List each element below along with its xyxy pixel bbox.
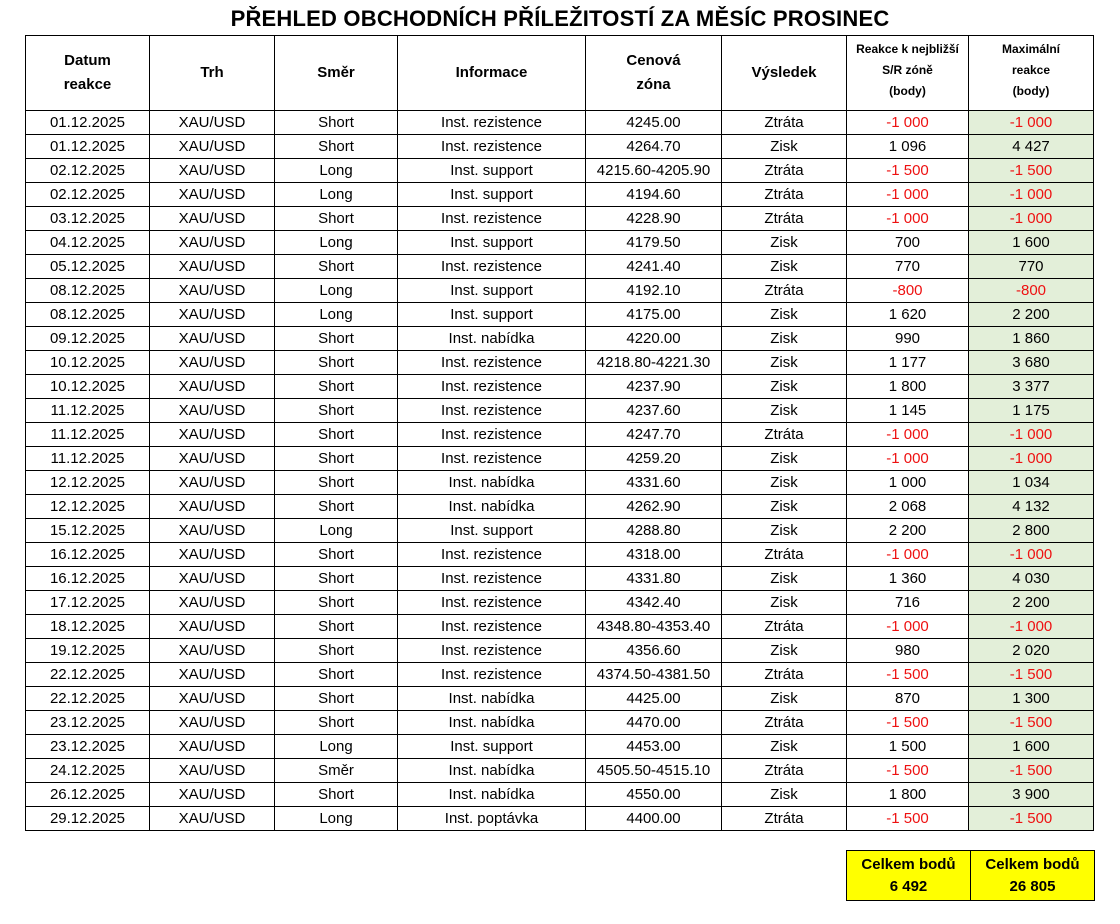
- table-row: [26, 687, 1094, 711]
- result-cell: Zisk: [722, 375, 847, 399]
- table-row: [26, 111, 1094, 135]
- header-informace: Informace: [398, 36, 586, 111]
- date-cell: 29.12.2025: [26, 807, 150, 831]
- info-cell: Inst. nabídka: [398, 759, 586, 783]
- info-cell: Inst. rezistence: [398, 639, 586, 663]
- info-cell: Inst. rezistence: [398, 399, 586, 423]
- table-row: [26, 543, 1094, 567]
- result-cell: Zisk: [722, 471, 847, 495]
- reaction-cell: 1 360: [847, 567, 969, 591]
- date-cell: 10.12.2025: [26, 375, 150, 399]
- result-cell: Zisk: [722, 351, 847, 375]
- direction-cell: Short: [275, 375, 398, 399]
- direction-cell: Short: [275, 471, 398, 495]
- max-reaction-cell: 3 900: [969, 783, 1094, 807]
- date-cell: 22.12.2025: [26, 687, 150, 711]
- info-cell: Inst. rezistence: [398, 351, 586, 375]
- result-cell: Ztráta: [722, 423, 847, 447]
- info-cell: Inst. rezistence: [398, 543, 586, 567]
- max-reaction-cell: -800: [969, 279, 1094, 303]
- price-zone-cell: 4192.10: [586, 279, 722, 303]
- price-zone-cell: 4505.50-4515.10: [586, 759, 722, 783]
- header-reakce: Reakce k nejbližší S/R zóně (body): [847, 36, 969, 111]
- info-cell: Inst. nabídka: [398, 327, 586, 351]
- market-cell: XAU/USD: [150, 399, 275, 423]
- max-reaction-cell: 4 427: [969, 135, 1094, 159]
- header-trh: Trh: [150, 36, 275, 111]
- table-row: [26, 375, 1094, 399]
- market-cell: XAU/USD: [150, 471, 275, 495]
- result-cell: Zisk: [722, 687, 847, 711]
- date-cell: 03.12.2025: [26, 207, 150, 231]
- total-value: 26 805: [1009, 877, 1056, 895]
- result-cell: Zisk: [722, 447, 847, 471]
- date-cell: 22.12.2025: [26, 663, 150, 687]
- date-cell: 24.12.2025: [26, 759, 150, 783]
- max-reaction-cell: 770: [969, 255, 1094, 279]
- market-cell: XAU/USD: [150, 135, 275, 159]
- max-reaction-cell: -1 000: [969, 207, 1094, 231]
- date-cell: 18.12.2025: [26, 615, 150, 639]
- max-reaction-cell: 1 600: [969, 735, 1094, 759]
- info-cell: Inst. rezistence: [398, 423, 586, 447]
- market-cell: XAU/USD: [150, 447, 275, 471]
- direction-cell: Short: [275, 327, 398, 351]
- market-cell: XAU/USD: [150, 303, 275, 327]
- max-reaction-cell: -1 000: [969, 543, 1094, 567]
- direction-cell: Long: [275, 279, 398, 303]
- total-label: Celkem bodů: [985, 855, 1080, 873]
- market-cell: XAU/USD: [150, 159, 275, 183]
- table-row: [26, 327, 1094, 351]
- direction-cell: Short: [275, 663, 398, 687]
- max-reaction-cell: 1 600: [969, 231, 1094, 255]
- price-zone-cell: 4374.50-4381.50: [586, 663, 722, 687]
- table-row: [26, 207, 1094, 231]
- result-cell: Ztráta: [722, 543, 847, 567]
- price-zone-cell: 4247.70: [586, 423, 722, 447]
- max-reaction-cell: 1 860: [969, 327, 1094, 351]
- table-row: [26, 423, 1094, 447]
- direction-cell: Short: [275, 399, 398, 423]
- info-cell: Inst. support: [398, 183, 586, 207]
- table-row: [26, 135, 1094, 159]
- market-cell: XAU/USD: [150, 231, 275, 255]
- info-cell: Inst. support: [398, 303, 586, 327]
- reaction-cell: 1 177: [847, 351, 969, 375]
- table-row: [26, 447, 1094, 471]
- date-cell: 19.12.2025: [26, 639, 150, 663]
- table-row: [26, 735, 1094, 759]
- reaction-cell: -1 000: [847, 111, 969, 135]
- direction-cell: Short: [275, 711, 398, 735]
- max-reaction-cell: -1 500: [969, 663, 1094, 687]
- price-zone-cell: 4175.00: [586, 303, 722, 327]
- direction-cell: Long: [275, 735, 398, 759]
- table-row: [26, 615, 1094, 639]
- reaction-cell: -1 500: [847, 807, 969, 831]
- price-zone-cell: 4179.50: [586, 231, 722, 255]
- price-zone-cell: 4218.80-4221.30: [586, 351, 722, 375]
- max-reaction-cell: 3 377: [969, 375, 1094, 399]
- table-row: [26, 255, 1094, 279]
- header-cenova-zona: Cenová zóna: [586, 36, 722, 111]
- max-reaction-cell: 2 020: [969, 639, 1094, 663]
- reaction-cell: 1 000: [847, 471, 969, 495]
- table-row: [26, 519, 1094, 543]
- date-cell: 12.12.2025: [26, 471, 150, 495]
- result-cell: Zisk: [722, 519, 847, 543]
- price-zone-cell: 4194.60: [586, 183, 722, 207]
- table-row: [26, 303, 1094, 327]
- market-cell: XAU/USD: [150, 591, 275, 615]
- direction-cell: Short: [275, 447, 398, 471]
- price-zone-cell: 4425.00: [586, 687, 722, 711]
- market-cell: XAU/USD: [150, 759, 275, 783]
- price-zone-cell: 4245.00: [586, 111, 722, 135]
- date-cell: 15.12.2025: [26, 519, 150, 543]
- direction-cell: Long: [275, 807, 398, 831]
- reaction-cell: 870: [847, 687, 969, 711]
- info-cell: Inst. nabídka: [398, 495, 586, 519]
- direction-cell: Short: [275, 591, 398, 615]
- opportunities-table: [25, 35, 1094, 831]
- direction-cell: Long: [275, 519, 398, 543]
- result-cell: Zisk: [722, 135, 847, 159]
- max-reaction-cell: 2 200: [969, 591, 1094, 615]
- price-zone-cell: 4318.00: [586, 543, 722, 567]
- page-title: PŘEHLED OBCHODNÍCH PŘÍLEŽITOSTÍ ZA MĚSÍC PROSINEC: [230, 6, 890, 31]
- result-cell: Ztráta: [722, 615, 847, 639]
- table-row: [26, 399, 1094, 423]
- market-cell: XAU/USD: [150, 567, 275, 591]
- info-cell: Inst. rezistence: [398, 111, 586, 135]
- result-cell: Zisk: [722, 735, 847, 759]
- result-cell: Ztráta: [722, 111, 847, 135]
- market-cell: XAU/USD: [150, 783, 275, 807]
- direction-cell: Short: [275, 543, 398, 567]
- reaction-cell: -1 000: [847, 543, 969, 567]
- info-cell: Inst. support: [398, 279, 586, 303]
- date-cell: 02.12.2025: [26, 183, 150, 207]
- header-datum: Datum reakce: [26, 36, 150, 111]
- result-cell: Zisk: [722, 327, 847, 351]
- result-cell: Zisk: [722, 399, 847, 423]
- market-cell: XAU/USD: [150, 351, 275, 375]
- market-cell: XAU/USD: [150, 207, 275, 231]
- price-zone-cell: 4331.80: [586, 567, 722, 591]
- info-cell: Inst. rezistence: [398, 255, 586, 279]
- table-row: [26, 231, 1094, 255]
- max-reaction-cell: -1 500: [969, 807, 1094, 831]
- reaction-cell: 1 145: [847, 399, 969, 423]
- info-cell: Inst. nabídka: [398, 711, 586, 735]
- table-row: [26, 759, 1094, 783]
- max-reaction-cell: -1 000: [969, 111, 1094, 135]
- max-reaction-cell: 1 175: [969, 399, 1094, 423]
- total-label: Celkem bodů: [861, 855, 956, 873]
- result-cell: Zisk: [722, 303, 847, 327]
- info-cell: Inst. nabídka: [398, 687, 586, 711]
- reaction-cell: -800: [847, 279, 969, 303]
- header-vysledek: Výsledek: [722, 36, 847, 111]
- info-cell: Inst. support: [398, 159, 586, 183]
- market-cell: XAU/USD: [150, 807, 275, 831]
- result-cell: Zisk: [722, 591, 847, 615]
- date-cell: 23.12.2025: [26, 711, 150, 735]
- table-row: [26, 783, 1094, 807]
- market-cell: XAU/USD: [150, 711, 275, 735]
- price-zone-cell: 4215.60-4205.90: [586, 159, 722, 183]
- max-reaction-cell: 1 300: [969, 687, 1094, 711]
- info-cell: Inst. nabídka: [398, 783, 586, 807]
- date-cell: 08.12.2025: [26, 279, 150, 303]
- result-cell: Ztráta: [722, 663, 847, 687]
- price-zone-cell: 4288.80: [586, 519, 722, 543]
- direction-cell: Long: [275, 231, 398, 255]
- market-cell: XAU/USD: [150, 279, 275, 303]
- date-cell: 10.12.2025: [26, 351, 150, 375]
- info-cell: Inst. rezistence: [398, 615, 586, 639]
- table-row: [26, 711, 1094, 735]
- direction-cell: Short: [275, 135, 398, 159]
- direction-cell: Short: [275, 783, 398, 807]
- date-cell: 01.12.2025: [26, 135, 150, 159]
- market-cell: XAU/USD: [150, 687, 275, 711]
- total-value: 6 492: [889, 877, 928, 895]
- info-cell: Inst. support: [398, 519, 586, 543]
- price-zone-cell: 4356.60: [586, 639, 722, 663]
- market-cell: XAU/USD: [150, 615, 275, 639]
- table-row: [26, 567, 1094, 591]
- market-cell: XAU/USD: [150, 543, 275, 567]
- date-cell: 11.12.2025: [26, 399, 150, 423]
- date-cell: 16.12.2025: [26, 543, 150, 567]
- price-zone-cell: 4470.00: [586, 711, 722, 735]
- max-reaction-cell: 1 034: [969, 471, 1094, 495]
- total-max-cell: [971, 851, 1095, 901]
- header-smer: Směr: [275, 36, 398, 111]
- date-cell: 02.12.2025: [26, 159, 150, 183]
- info-cell: Inst. rezistence: [398, 567, 586, 591]
- date-cell: 23.12.2025: [26, 735, 150, 759]
- result-cell: Zisk: [722, 639, 847, 663]
- result-cell: Ztráta: [722, 807, 847, 831]
- price-zone-cell: 4259.20: [586, 447, 722, 471]
- date-cell: 17.12.2025: [26, 591, 150, 615]
- result-cell: Zisk: [722, 495, 847, 519]
- info-cell: Inst. rezistence: [398, 447, 586, 471]
- price-zone-cell: 4264.70: [586, 135, 722, 159]
- info-cell: Inst. rezistence: [398, 207, 586, 231]
- info-cell: Inst. rezistence: [398, 591, 586, 615]
- result-cell: Ztráta: [722, 279, 847, 303]
- reaction-cell: -1 000: [847, 207, 969, 231]
- price-zone-cell: 4550.00: [586, 783, 722, 807]
- reaction-cell: -1 000: [847, 423, 969, 447]
- info-cell: Inst. rezistence: [398, 663, 586, 687]
- reaction-cell: 1 800: [847, 783, 969, 807]
- reaction-cell: 1 620: [847, 303, 969, 327]
- market-cell: XAU/USD: [150, 639, 275, 663]
- market-cell: XAU/USD: [150, 495, 275, 519]
- direction-cell: Short: [275, 495, 398, 519]
- table-header-row: [26, 36, 1094, 111]
- date-cell: 08.12.2025: [26, 303, 150, 327]
- date-cell: 26.12.2025: [26, 783, 150, 807]
- reaction-cell: 716: [847, 591, 969, 615]
- reaction-cell: -1 500: [847, 159, 969, 183]
- price-zone-cell: 4228.90: [586, 207, 722, 231]
- max-reaction-cell: -1 000: [969, 423, 1094, 447]
- result-cell: Zisk: [722, 567, 847, 591]
- table-row: [26, 279, 1094, 303]
- price-zone-cell: 4220.00: [586, 327, 722, 351]
- direction-cell: Short: [275, 423, 398, 447]
- table-row: [26, 639, 1094, 663]
- header-max-reakce: Maximální reakce (body): [969, 36, 1094, 111]
- result-cell: Ztráta: [722, 159, 847, 183]
- reaction-cell: 2 068: [847, 495, 969, 519]
- date-cell: 12.12.2025: [26, 495, 150, 519]
- reaction-cell: 1 096: [847, 135, 969, 159]
- direction-cell: Směr: [275, 759, 398, 783]
- direction-cell: Short: [275, 255, 398, 279]
- market-cell: XAU/USD: [150, 255, 275, 279]
- price-zone-cell: 4342.40: [586, 591, 722, 615]
- max-reaction-cell: -1 000: [969, 447, 1094, 471]
- total-reakce-cell: [847, 851, 971, 901]
- direction-cell: Short: [275, 207, 398, 231]
- reaction-cell: -1 500: [847, 663, 969, 687]
- direction-cell: Long: [275, 159, 398, 183]
- max-reaction-cell: -1 000: [969, 183, 1094, 207]
- reaction-cell: -1 500: [847, 711, 969, 735]
- price-zone-cell: 4348.80-4353.40: [586, 615, 722, 639]
- table-row: [26, 183, 1094, 207]
- reaction-cell: 700: [847, 231, 969, 255]
- reaction-cell: 1 500: [847, 735, 969, 759]
- info-cell: Inst. poptávka: [398, 807, 586, 831]
- result-cell: Zisk: [722, 783, 847, 807]
- totals-table: [846, 850, 1095, 901]
- direction-cell: Short: [275, 615, 398, 639]
- date-cell: 11.12.2025: [26, 423, 150, 447]
- max-reaction-cell: 2 200: [969, 303, 1094, 327]
- max-reaction-cell: -1 500: [969, 711, 1094, 735]
- max-reaction-cell: -1 500: [969, 759, 1094, 783]
- date-cell: 11.12.2025: [26, 447, 150, 471]
- result-cell: Zisk: [722, 255, 847, 279]
- table-row: [26, 495, 1094, 519]
- reaction-cell: 770: [847, 255, 969, 279]
- price-zone-cell: 4453.00: [586, 735, 722, 759]
- price-zone-cell: 4262.90: [586, 495, 722, 519]
- table-row: [26, 159, 1094, 183]
- reaction-cell: -1 000: [847, 183, 969, 207]
- market-cell: XAU/USD: [150, 327, 275, 351]
- reaction-cell: 980: [847, 639, 969, 663]
- info-cell: Inst. nabídka: [398, 471, 586, 495]
- date-cell: 16.12.2025: [26, 567, 150, 591]
- result-cell: Ztráta: [722, 183, 847, 207]
- reaction-cell: -1 000: [847, 447, 969, 471]
- price-zone-cell: 4237.60: [586, 399, 722, 423]
- date-cell: 09.12.2025: [26, 327, 150, 351]
- price-zone-cell: 4237.90: [586, 375, 722, 399]
- result-cell: Ztráta: [722, 759, 847, 783]
- market-cell: XAU/USD: [150, 735, 275, 759]
- date-cell: 01.12.2025: [26, 111, 150, 135]
- market-cell: XAU/USD: [150, 111, 275, 135]
- info-cell: Inst. rezistence: [398, 135, 586, 159]
- market-cell: XAU/USD: [150, 519, 275, 543]
- price-zone-cell: 4241.40: [586, 255, 722, 279]
- reaction-cell: 2 200: [847, 519, 969, 543]
- market-cell: XAU/USD: [150, 663, 275, 687]
- reaction-cell: -1 000: [847, 615, 969, 639]
- direction-cell: Short: [275, 351, 398, 375]
- table-row: [26, 663, 1094, 687]
- result-cell: Ztráta: [722, 207, 847, 231]
- market-cell: XAU/USD: [150, 183, 275, 207]
- direction-cell: Short: [275, 567, 398, 591]
- info-cell: Inst. support: [398, 231, 586, 255]
- reaction-cell: -1 500: [847, 759, 969, 783]
- date-cell: 04.12.2025: [26, 231, 150, 255]
- direction-cell: Short: [275, 639, 398, 663]
- market-cell: XAU/USD: [150, 375, 275, 399]
- price-zone-cell: 4331.60: [586, 471, 722, 495]
- table-body: [26, 111, 1094, 831]
- max-reaction-cell: 2 800: [969, 519, 1094, 543]
- table-row: [26, 351, 1094, 375]
- info-cell: Inst. rezistence: [398, 375, 586, 399]
- table-row: [26, 807, 1094, 831]
- max-reaction-cell: 3 680: [969, 351, 1094, 375]
- direction-cell: Short: [275, 111, 398, 135]
- max-reaction-cell: -1 000: [969, 615, 1094, 639]
- reaction-cell: 1 800: [847, 375, 969, 399]
- date-cell: 05.12.2025: [26, 255, 150, 279]
- direction-cell: Long: [275, 303, 398, 327]
- max-reaction-cell: 4 030: [969, 567, 1094, 591]
- price-zone-cell: 4400.00: [586, 807, 722, 831]
- result-cell: Ztráta: [722, 711, 847, 735]
- info-cell: Inst. support: [398, 735, 586, 759]
- market-cell: XAU/USD: [150, 423, 275, 447]
- direction-cell: Long: [275, 183, 398, 207]
- reaction-cell: 990: [847, 327, 969, 351]
- direction-cell: Short: [275, 687, 398, 711]
- table-row: [26, 471, 1094, 495]
- max-reaction-cell: 4 132: [969, 495, 1094, 519]
- result-cell: Zisk: [722, 231, 847, 255]
- table-row: [26, 591, 1094, 615]
- max-reaction-cell: -1 500: [969, 159, 1094, 183]
